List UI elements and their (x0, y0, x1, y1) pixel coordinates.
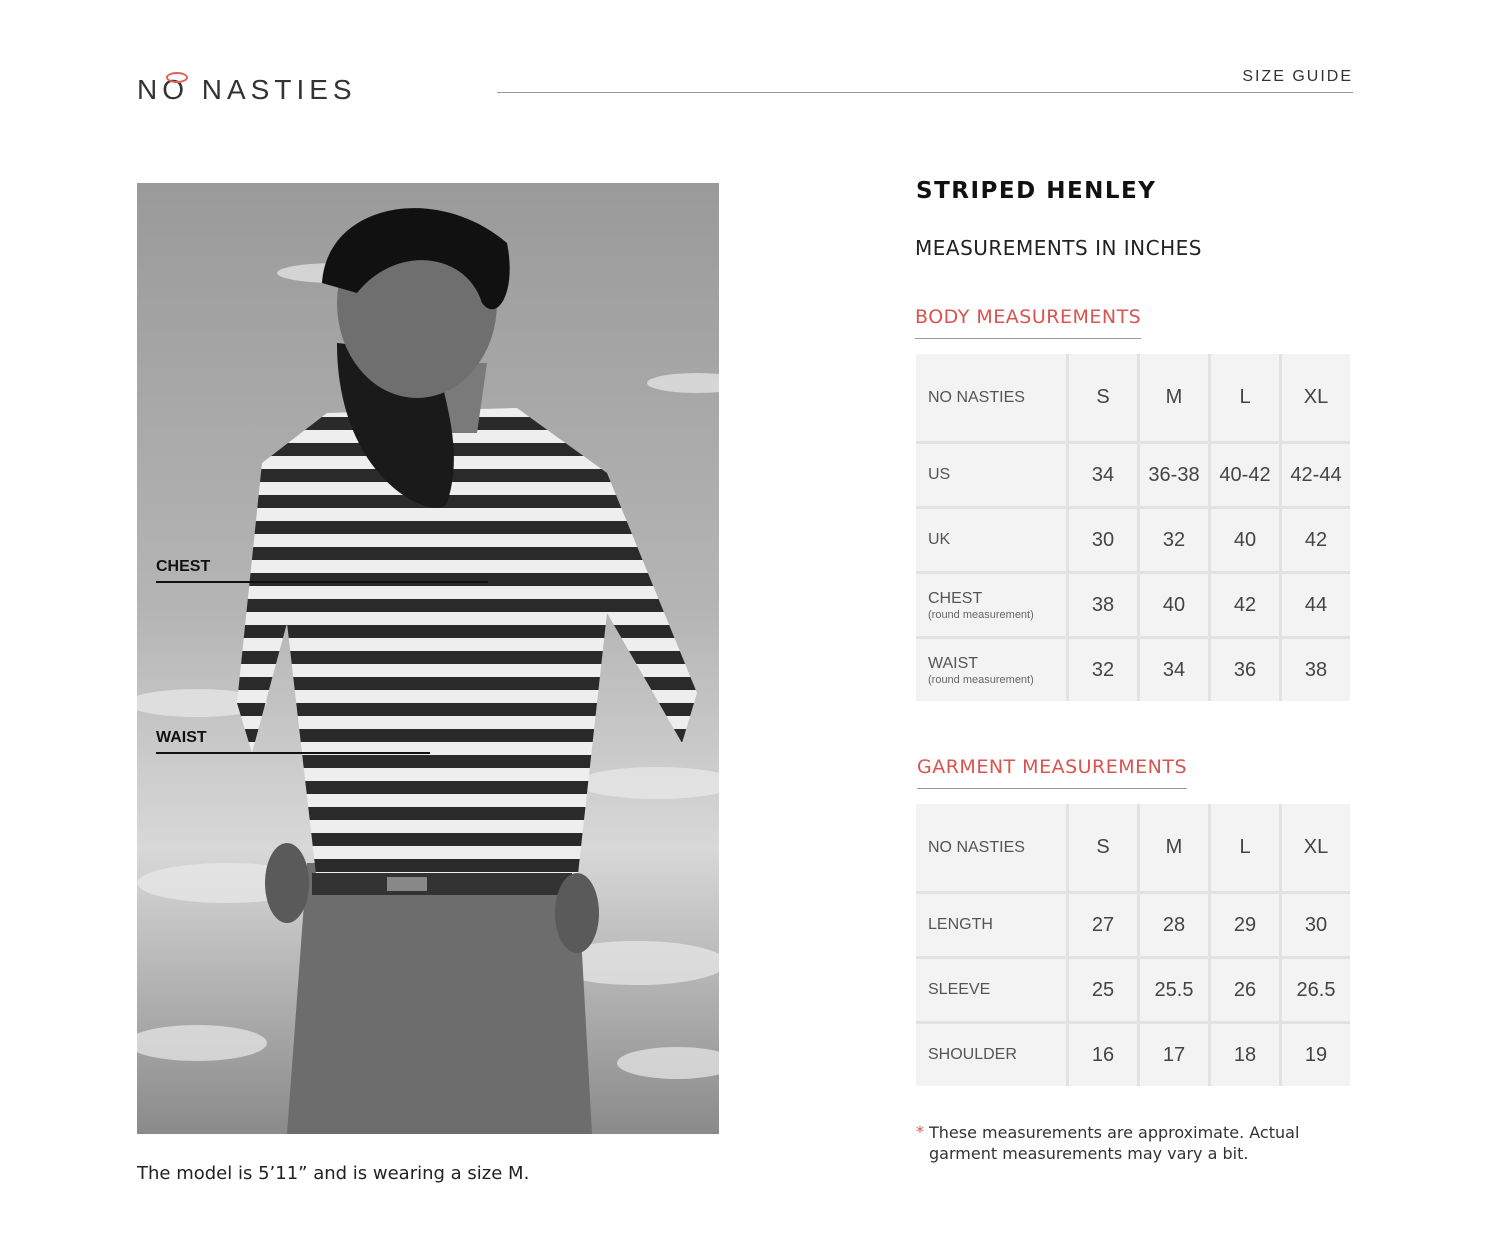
table-row (916, 1023, 1350, 1087)
footnote-marker: * (916, 1122, 924, 1141)
header-cell: L (1210, 804, 1281, 893)
table-header-row (916, 804, 1350, 893)
table-cell: 30 (1068, 508, 1139, 573)
table-cell: 26.5 (1281, 958, 1351, 1023)
header-cell: XL (1281, 804, 1351, 893)
row-label: SHOULDER (916, 1023, 1068, 1087)
product-title: STRIPED HENLEY (916, 178, 1157, 204)
table-cell: 36 (1210, 638, 1281, 702)
table-cell: 19 (1281, 1023, 1351, 1087)
table-row (916, 443, 1350, 508)
brand-logo[interactable] (137, 74, 357, 106)
header-cell: XL (1281, 354, 1351, 443)
waist-marker-line (156, 752, 430, 754)
header-cell: S (1068, 354, 1139, 443)
table-cell: 36-38 (1139, 443, 1210, 508)
row-label: WAIST (round measurement) (916, 638, 1068, 702)
table-cell: 28 (1139, 893, 1210, 958)
waist-marker-label: WAIST (156, 729, 207, 746)
table-cell: 38 (1281, 638, 1351, 702)
table-cell: 18 (1210, 1023, 1281, 1087)
header-divider (497, 92, 1353, 93)
chest-marker-line (156, 581, 488, 583)
table-cell: 34 (1068, 443, 1139, 508)
row-label: SLEEVE (916, 958, 1068, 1023)
table-cell: 17 (1139, 1023, 1210, 1087)
row-label: UK (916, 508, 1068, 573)
table-header-row (916, 354, 1350, 443)
model-caption: The model is 5’11” and is wearing a size M. (137, 1163, 530, 1184)
row-label: CHEST (round measurement) (916, 573, 1068, 638)
body-measurements-table (916, 354, 1350, 701)
units-note: MEASUREMENTS IN INCHES (915, 236, 1202, 260)
garment-measurements-table (916, 804, 1350, 1086)
body-measurements-title: BODY MEASUREMENTS (915, 306, 1141, 339)
table-cell: 25.5 (1139, 958, 1210, 1023)
footnote-text: These measurements are approximate. Actual garment measurements may vary a bit. (929, 1123, 1300, 1163)
halo-icon (166, 72, 188, 83)
chest-marker-label: CHEST (156, 558, 211, 575)
table-row (916, 958, 1350, 1023)
table-cell: 32 (1068, 638, 1139, 702)
row-label: LENGTH (916, 893, 1068, 958)
header-cell: NO NASTIES (916, 804, 1068, 893)
table-cell: 29 (1210, 893, 1281, 958)
garment-measurements-title: GARMENT MEASUREMENTS (917, 756, 1187, 789)
table-row (916, 893, 1350, 958)
table-cell: 32 (1139, 508, 1210, 573)
header-cell: M (1139, 354, 1210, 443)
table-cell: 30 (1281, 893, 1351, 958)
header-cell: L (1210, 354, 1281, 443)
header-cell: NO NASTIES (916, 354, 1068, 443)
table-cell: 40 (1139, 573, 1210, 638)
table-cell: 38 (1068, 573, 1139, 638)
table-cell: 42 (1210, 573, 1281, 638)
table-row (916, 573, 1350, 638)
table-cell: 44 (1281, 573, 1351, 638)
table-cell: 16 (1068, 1023, 1139, 1087)
table-cell: 26 (1210, 958, 1281, 1023)
row-sublabel: (round measurement) (928, 608, 1034, 621)
table-cell: 42 (1281, 508, 1351, 573)
table-row (916, 638, 1350, 702)
brand-name: NO NASTIES (137, 74, 357, 105)
table-cell: 40 (1210, 508, 1281, 573)
table-cell: 34 (1139, 638, 1210, 702)
table-row (916, 508, 1350, 573)
table-cell: 42-44 (1281, 443, 1351, 508)
table-cell: 25 (1068, 958, 1139, 1023)
header-cell: M (1139, 804, 1210, 893)
header-cell: S (1068, 804, 1139, 893)
table-cell: 27 (1068, 893, 1139, 958)
page-section-label: SIZE GUIDE (1242, 68, 1353, 85)
table-cell: 40-42 (1210, 443, 1281, 508)
row-label: US (916, 443, 1068, 508)
model-photo (137, 183, 719, 1134)
row-sublabel: (round measurement) (928, 673, 1034, 686)
